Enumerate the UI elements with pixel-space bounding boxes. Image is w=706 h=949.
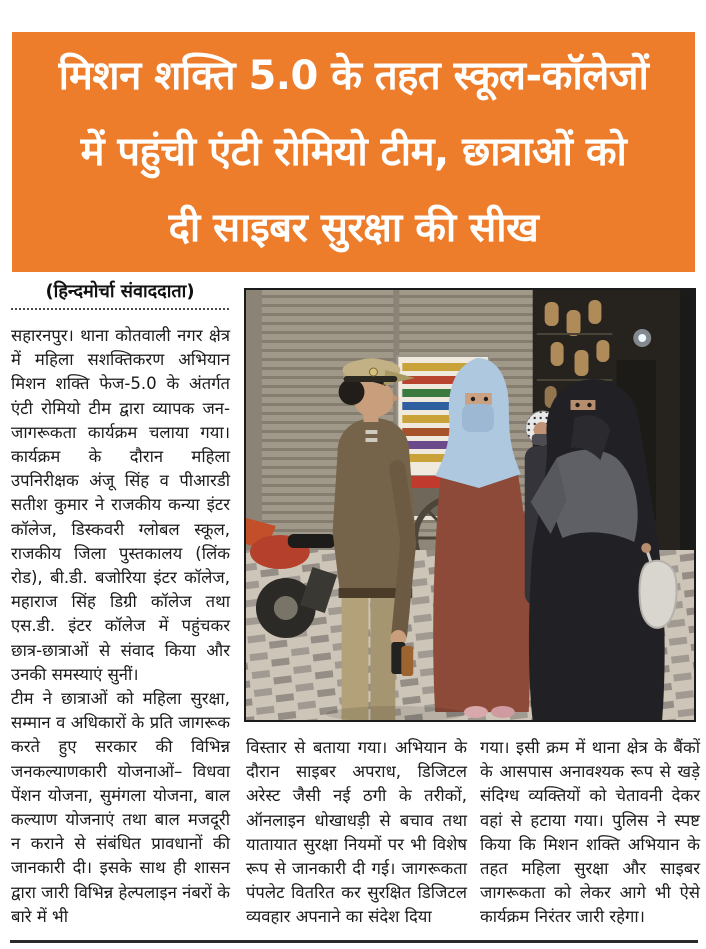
news-photo-illustration — [246, 290, 694, 720]
byline: (हिन्दमोर्चा संवाददाता) — [45, 281, 195, 302]
paragraph-police-statement: गया। इसी क्रम में थाना क्षेत्र के बैंकों के आसपास अनावश्यक रूप से खड़े संदिग्ध व्यक्तियों को चेतावनी देकर वहां से हटाया गया। पुलिस ने स्पष्ट किया कि मिशन शक्ति अभियान के तहत महिला सुरक्षा और साइबर जागरूकता को लेकर आगे भी ऐसे कार्यक्रम निरंतर जारी रहेगा। — [480, 738, 700, 927]
headline-line-1: मिशन शक्ति 5.0 के तहत स्कूल-कॉलेजों — [58, 53, 649, 99]
headline-line-2: में पहुंची एंटी रोमियो टीम, छात्राओं को — [80, 129, 627, 175]
article-column-left — [11, 324, 230, 936]
paragraph-cyber-awareness: विस्तार से बताया गया। अभियान के दौरान साइबर अपराध, डिजिटल अरेस्ट जैसी नई ठगी के तरीकों, ऑनलाइन धोखाधड़ी से बचाव तथा यातायात सुरक्षा नियमों पर भी विशेष रूप से जानकारी दी गई। जागरूकता पंपलेट वितरित कर सुरक्षित डिजिटल व्यवहार अपनाने का संदेश दिया — [246, 738, 467, 927]
article-column-right — [480, 736, 700, 936]
news-photo — [244, 288, 696, 722]
headline-line-3: दी साइबर सुरक्षा की सीख — [168, 205, 539, 251]
byline-separator — [11, 308, 229, 310]
article-column-middle — [246, 736, 467, 936]
paragraph-dateline: सहारनपुर। थाना कोतवाली नगर क्षेत्र में महिला सशक्तिकरण अभियान मिशन शक्ति फेज-5.0 के अंतर्गत एंटी रोमियो टीम द्वारा व्यापक जन-जागरूकता कार्यक्रम चलाया गया। कार्यक्रम के दौरान महिला उपनिरीक्षक अंजू सिंह व पीआरडी सतीश कुमार ने राजकीय कन्या इंटर कॉलेज, डिस्कवरी ग्लोबल स्कूल, राजकीय जिला पुस्तकालय (लिंक रोड), बी.डी. बजोरिया इंटर कॉलेज, महाराज सिंह डिग्री कॉलेज तथा एस.डी. इंटर कॉलेज में पहुंचकर छात्र-छात्राओं से संवाद किया और उनकी समस्याएं सुनीं। — [11, 326, 230, 684]
bottom-rule — [10, 940, 698, 943]
paragraph-schemes: टीम ने छात्राओं को महिला सुरक्षा, सम्मान व अधिकारों के प्रति जागरूक करते हुए सरकार की विभिन्न जनकल्याणकारी योजनाओं– विधवा पेंशन योजना, सुमंगला योजना, बाल कल्याण योजनाएं तथा बाल मजदूरी न कराने से संबंधित प्रावधानों की जानकारी दी। इसके साथ ही शासन द्वारा जारी विभिन्न हेल्पलाइन नंबरों के बारे में भी — [11, 689, 230, 926]
headline-banner — [12, 32, 695, 272]
